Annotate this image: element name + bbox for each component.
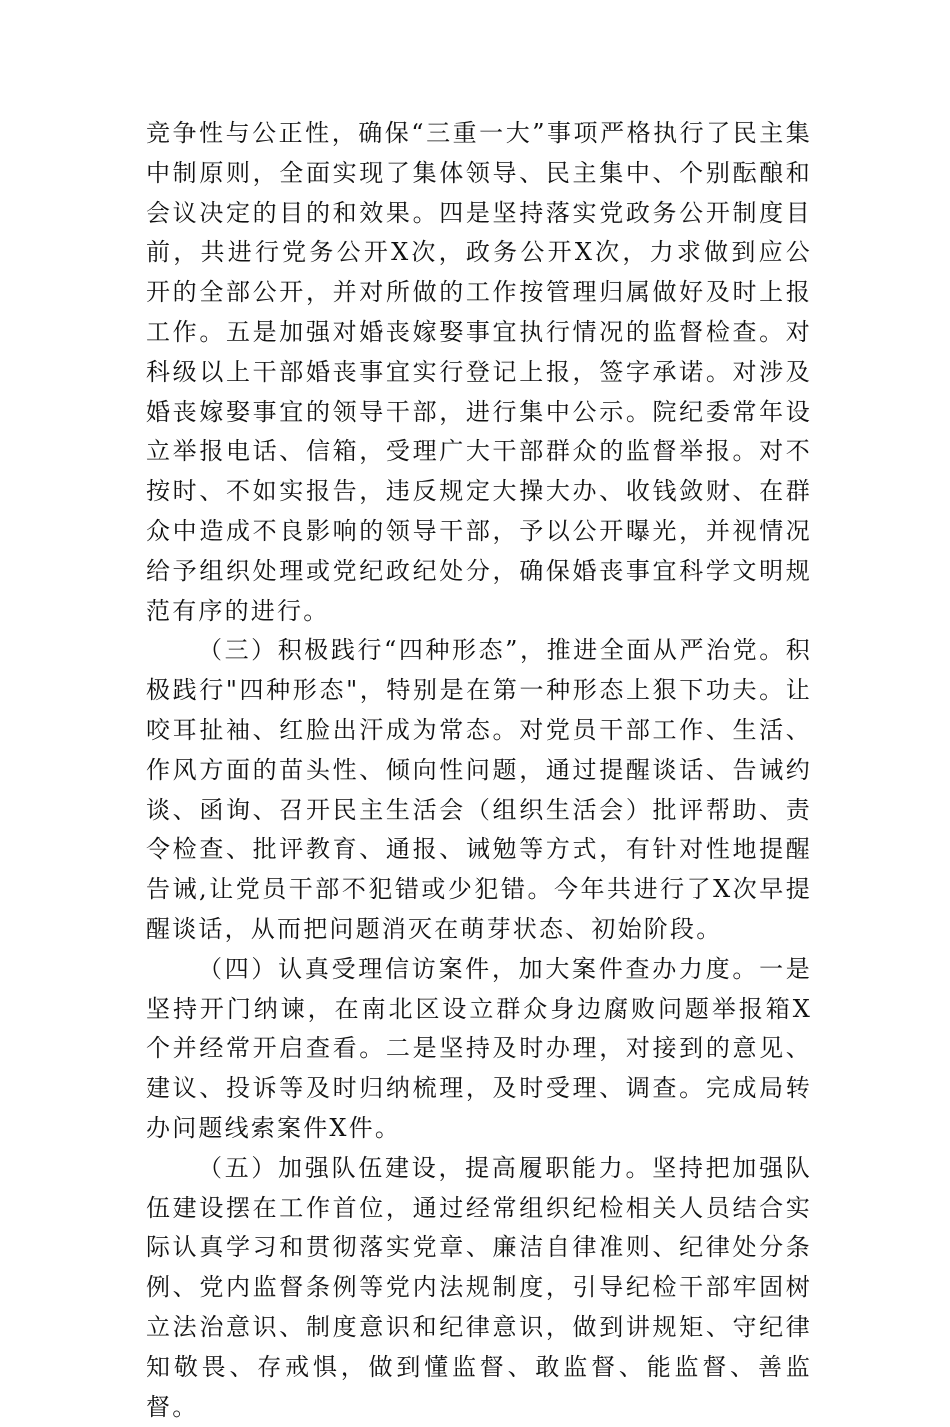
document-body — [146, 114, 812, 1427]
paragraph-petition-cases: （四）认真受理信访案件，加大案件查办力度。一是坚持开门纳谏，在南北区设立群众身边腐败问题举报箱X个并经常开启查看。二是坚持及时办理，对接到的意见、建议、投诉等及时归纳梳理，及时受理、调查。完成局转办问题线索案件X件。 — [146, 954, 812, 1142]
paragraph-four-forms: （三）积极践行“四种形态”，推进全面从严治党。积极践行"四种形态"，特别是在第一种形态上狠下功夫。让咬耳扯袖、红脸出汗成为常态。对党员干部工作、生活、作风方面的苗头性、倾向性问题，通过提醒谈话、告诫约谈、函询、召开民主生活会（组织生活会）批评帮助、责令检查、批评教育、通报、诫勉等方式，有针对性地提醒告诫,让党员干部不犯错或少犯错。今年共进行了X次早提醒谈话，从而把问题消灭在萌芽状态、初始阶段。 — [146, 636, 812, 943]
paragraph-team-building: （五）加强队伍建设，提高履职能力。坚持把加强队伍建设摆在工作首位，通过经常组织纪检相关人员结合实际认真学习和贯彻落实党章、廉洁自律准则、纪律处分条例、党内监督条例等党内法规制度，引导纪检干部牢固树立法治意识、制度意识和纪律意识，做到讲规矩、守纪律知敬畏、存戒惧，做到懂监督、敢监督、能监督、善监督。 — [146, 1153, 812, 1421]
paragraph-supervision-continued: 竞争性与公正性，确保“三重一大”事项严格执行了民主集中制原则，全面实现了集体领导、民主集中、个别酝酿和会议决定的目的和效果。四是坚持落实党政务公开制度目前，共进行党务公开X次，政务公开X次，力求做到应公开的全部公开，并对所做的工作按管理归属做好及时上报工作。五是加强对婚丧嫁娶事宜执行情况的监督检查。对科级以上干部婚丧事宜实行登记上报，签字承诺。对涉及婚丧嫁娶事宜的领导干部，进行集中公示。院纪委常年设立举报电话、信箱，受理广大干部群众的监督举报。对不按时、不如实报告，违反规定大操大办、收钱敛财、在群众中造成不良影响的领导干部，予以公开曝光，并视情况给予组织处理或党纪政纪处分，确保婚丧事宜科学文明规范有序的进行。 — [146, 119, 812, 625]
